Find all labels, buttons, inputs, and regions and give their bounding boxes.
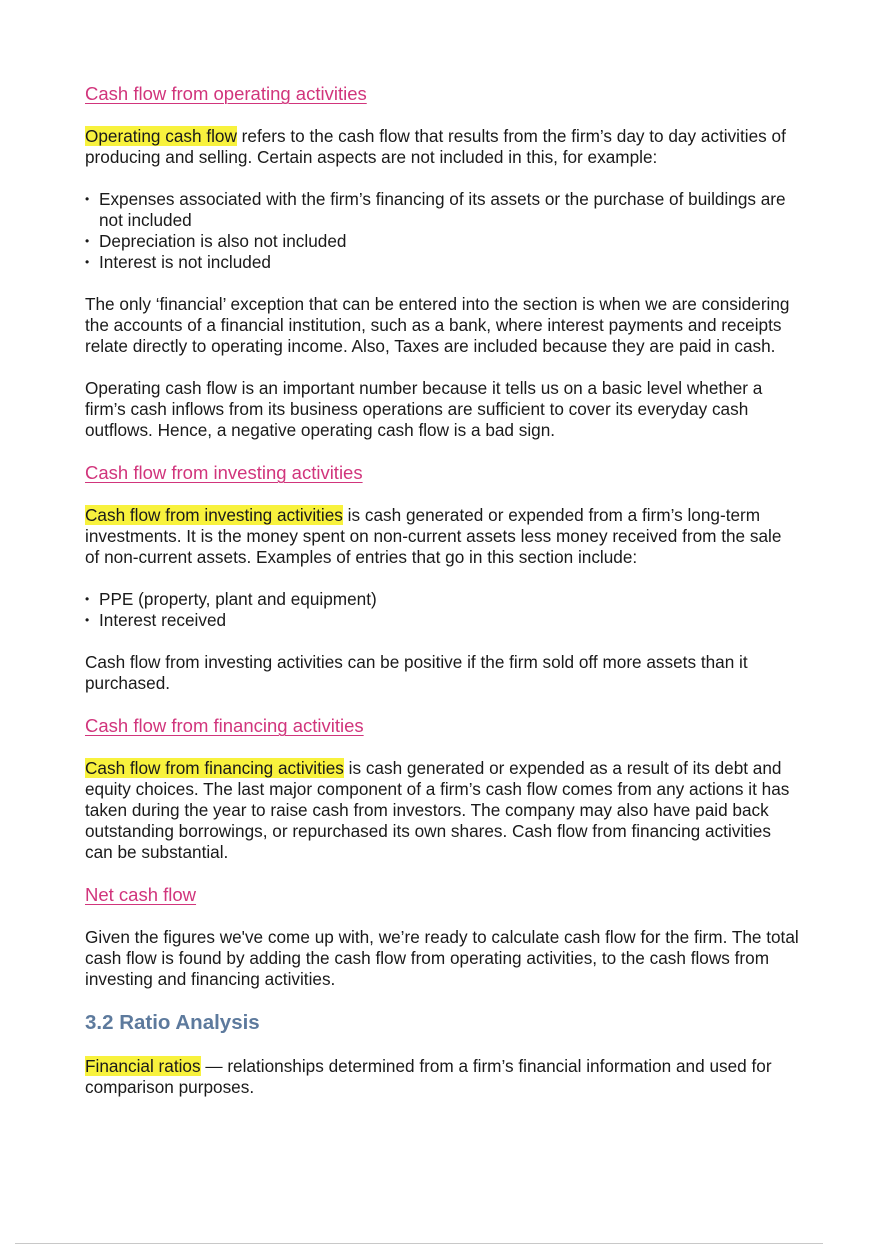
paragraph-operating-intro: [85, 126, 800, 168]
list-item: • PPE (property, plant and equipment): [85, 589, 800, 610]
paragraph-investing-positive: Cash flow from investing activities can be positive if the firm sold off more assets than it purchased.: [85, 652, 748, 693]
heading-operating-activities[interactable]: Cash flow from operating activities: [85, 83, 367, 104]
heading-ratio-analysis: 3.2 Ratio Analysis: [85, 1011, 260, 1034]
paragraph-financial-exception: The only ‘financial’ exception that can be entered into the section is when we are considering the accounts of a financial institution, such as a bank, where interest payments and receipts relate directly to operating income. Also, Taxes are included because they are paid in cash.: [85, 294, 790, 356]
document-page: [85, 83, 800, 1098]
list-item: • Expenses associated with the firm’s financing of its assets or the purchase of buildings are not included: [85, 189, 800, 231]
paragraph-operating-importance: Operating cash flow is an important number because it tells us on a basic level whether a firm’s cash inflows from its business operations are sufficient to cover its everyday cash outflows. Hence, a negative operating cash flow is a bad sign.: [85, 378, 763, 440]
page-bottom-divider: [15, 1243, 823, 1244]
heading-investing-activities[interactable]: Cash flow from investing activities: [85, 462, 363, 483]
heading-net-cash-flow[interactable]: Net cash flow: [85, 884, 197, 905]
list-item: • Interest received: [85, 610, 800, 631]
highlight-financing-activities: Cash flow from financing activities: [85, 758, 344, 778]
list-item: • Depreciation is also not included: [85, 231, 800, 252]
paragraph-text: is cash generated or expended from a firm’s long-term investments. It is the money spent on non-current assets less money received from the sale of non-current assets. Examples of entries that go in this section include:: [85, 505, 782, 567]
paragraph-text: — relationships determined from a firm’s financial information and used for comparison purposes.: [85, 1056, 772, 1097]
paragraph-text: is cash generated or expended as a result of its debt and equity choices. The last major component of a firm’s cash flow comes from any actions it has taken during the year to raise cash from investors. The company may also have paid back outstanding borrowings, or repurchased its own shares. Cash flow from financing activities can be substantial.: [85, 758, 790, 862]
highlight-investing-activities: Cash flow from investing activities: [85, 505, 343, 525]
highlight-operating-cash-flow: Operating cash flow: [85, 126, 237, 146]
highlight-financial-ratios: Financial ratios: [85, 1056, 201, 1076]
paragraph-financial-ratios: [85, 1056, 800, 1098]
list-item: • Interest is not included: [85, 252, 800, 273]
heading-financing-activities[interactable]: Cash flow from financing activities: [85, 715, 364, 736]
paragraph-text: refers to the cash flow that results from the firm’s day to day activities of producing and selling. Certain aspects are not included in this, for example:: [85, 126, 786, 167]
paragraph-net-cash-flow: Given the figures we've come up with, we’re ready to calculate cash flow for the firm. The total cash flow is found by adding the cash flow from operating activities, to the cash flows from investing and financing activities.: [85, 927, 799, 989]
paragraph-financing-intro: [85, 758, 800, 863]
operating-exclusions-list: [85, 189, 800, 273]
paragraph-investing-intro: [85, 505, 800, 568]
investing-entries-list: [85, 589, 800, 631]
